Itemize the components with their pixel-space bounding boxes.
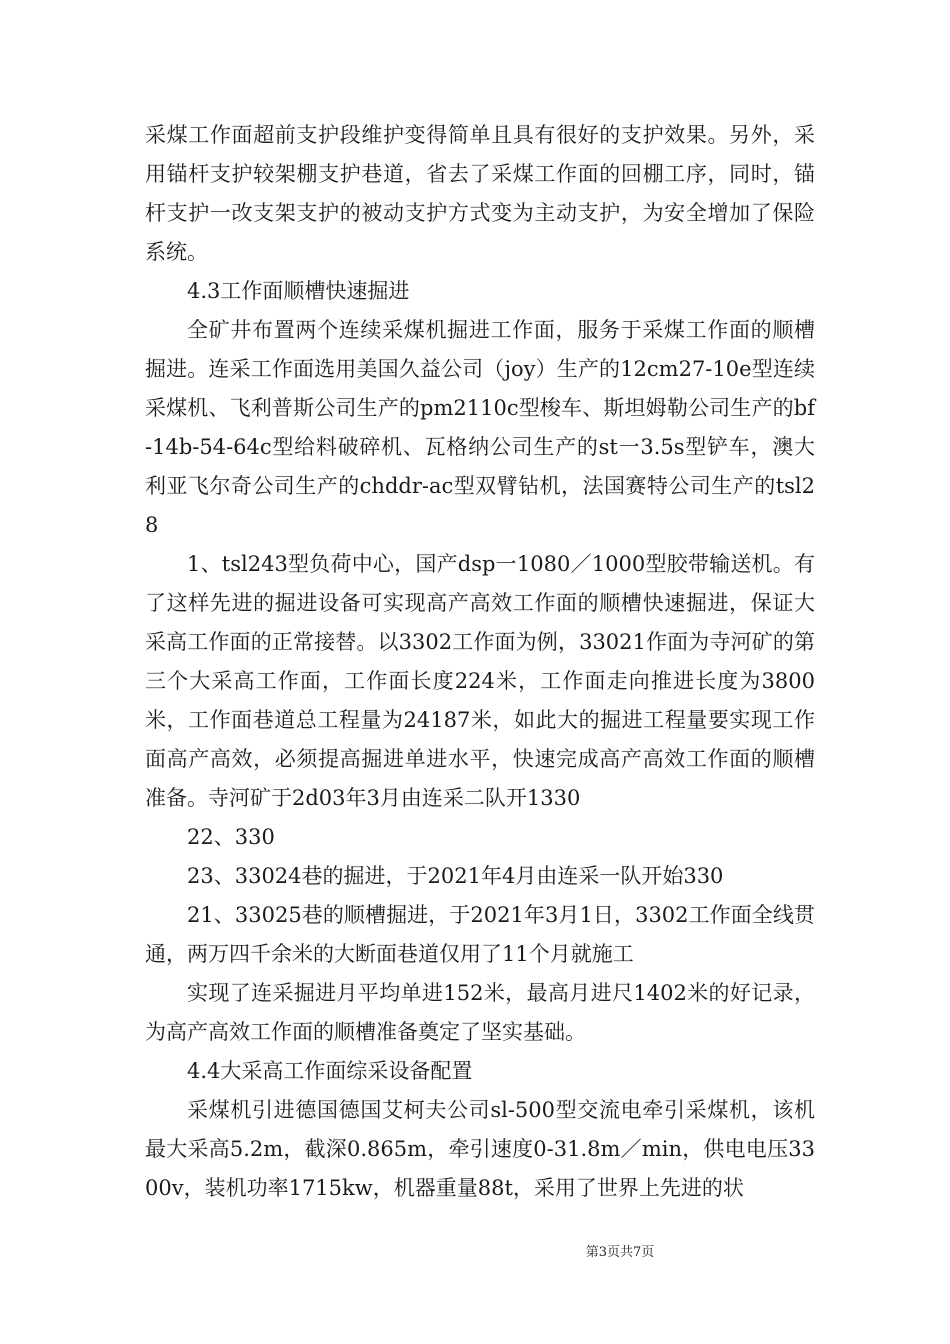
document-body [145, 116, 815, 1208]
paragraph-1: 采煤工作面超前支护段维护变得简单且具有很好的支护效果。另外，采用锚杆支护较架棚支护巷道，省去了采煤工作面的回棚工序，同时，锚杆支护一改支架支护的被动支护方式变为主动支护，为安全增加了保险系统。 [145, 123, 815, 264]
paragraph-5: 23、33024巷的掘进，于2021年4月由连采一队开始330 [187, 864, 724, 888]
paragraph-6: 21、33025巷的顺槽掘进，于2021年3月1日，3302工作面全线贯通，两万四千余米的大断面巷道仅用了11个月就施工 [145, 903, 815, 966]
section-heading-4-4: 4.4大采高工作面综采设备配置 [187, 1059, 473, 1083]
paragraph-3: 1、tsl243型负荷中心，国产dsp一1080／1000型胶带输送机。有了这样先进的掘进设备可实现高产高效工作面的顺槽快速掘进，保证大采高工作面的正常接替。以3302工作面为例，33021作面为寺河矿的第三个大采高工作面，工作面长度224米，工作面走向推进长度为3800米，工作面巷道总工程量为24187米，如此大的掘进工程量要实现工作面高产高效，必须提高掘进单进水平，快速完成高产高效工作面的顺槽准备。寺河矿于2d03年3月由连采二队开1330 [145, 552, 815, 810]
page-indicator: 第3页共7页 [585, 1245, 655, 1260]
section-heading-4-3: 4.3工作面顺槽快速掘进 [187, 279, 410, 303]
paragraph-2: 全矿井布置两个连续采煤机掘进工作面，服务于采煤工作面的顺槽掘进。连采工作面选用美国久益公司（joy）生产的12cm27-10e型连续采煤机、飞利普斯公司生产的pm2110c型梭车、斯坦姆勒公司生产的bf-14b-54-64c型给料破碎机、瓦格纳公司生产的st一3.5s型铲车，澳大利亚飞尔奇公司生产的chddr-ac型双臂钻机，法国赛特公司生产的tsl28 [145, 318, 815, 537]
paragraph-7: 实现了连采掘进月平均单进152米，最高月进尺1402米的好记录，为高产高效工作面的顺槽准备奠定了坚实基础。 [145, 981, 815, 1044]
page-footer [0, 1244, 950, 1262]
paragraph-8: 采煤机引进德国德国艾柯夫公司sl-500型交流电牵引采煤机，该机最大采高5.2m，截深0.865m，牵引速度0-31.8m／min，供电电压3300v，装机功率1715kw，机器重量88t，采用了世界上先进的状 [145, 1098, 815, 1200]
paragraph-4: 22、330 [187, 825, 275, 849]
